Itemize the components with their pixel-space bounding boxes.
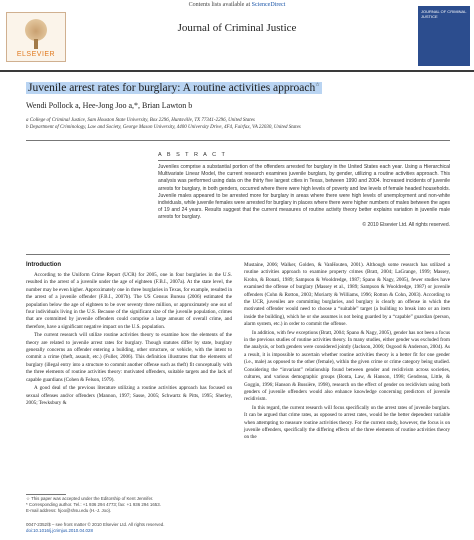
- introduction-heading: Introduction: [26, 262, 61, 268]
- affiliation-b: b Department of Criminology, Law and Society, George Mason University, 4400 University Drive, 4F4, Fairfax, VA 22030, United States: [26, 125, 301, 130]
- paragraph: In this regard, the current research will focus specifically on the arrest rates of juvenile burglars. It can be argued that crime rates, as opposed to arrest rates, would be the better dependent variable when attempting to measure routine activities theory. For the current study, however, the focus is on juvenile offenders, specifically the differing effects of the three elements of routine activities theory on the: [244, 404, 450, 441]
- paragraph: Mustaine, 2006; Walker, Golden, & VanHouten, 2001). Although some research has utilized a routine activities approach to examine property crimes (Bratt, 2004; LaGrange, 1999; Massey, Krohn, & Bonati, 1989; Sampson & Wooldredge, 1987; Spano & Nagy, 2005), fewer studies have examined the offense of burglary (Massey et al., 1989; Sampson & Wooldredge, 1987) or juvenile offenders (Cohn & Rotton, 2003; Moriarty & Williams, 1996; Rotton & Cohn, 2003). According to the UCR, juveniles are committing burglaries, and burglary is clearly an offense in which the motivated offender would need to choose a “suitable” target (a building to break into or an item inside the building), which he or she assumes is not being guarded by a “capable” guardian (person, alarm system, etc.) in order to commit the offense.: [244, 262, 450, 328]
- article-title-text: Juvenile arrest rates for burglary: A routine activities approach: [28, 82, 316, 94]
- footnote-editorship: ☆ This paper was accepted under the Editorship of Kent Jennifer.: [26, 496, 154, 501]
- title-footnote-mark[interactable]: ☆: [315, 83, 320, 89]
- doi-link[interactable]: doi:10.1016/j.jcrimjus.2010.04.028: [26, 528, 93, 533]
- abstract-heading: A B S T R A C T: [158, 152, 227, 158]
- affiliation-a: a College of Criminal Justice, Sam Houston State University, Box 2296, Huntsville, TX 77341-2296, United States: [26, 118, 255, 123]
- affiliations: [26, 117, 456, 131]
- body-divider: [26, 254, 450, 255]
- body-column-right: [244, 262, 450, 443]
- cover-title: JOURNAL OF CRIMINAL JUSTICE: [421, 9, 467, 19]
- paragraph: According to the Uniform Crime Report (UCR) for 2005, one in four burglaries in the U.S. resulted in the arrest of a juvenile under the age of eighteen (F.B.I., 2007a). At the state level, the number may be even higher. Approximately one in three burglaries in Texas, for example, resulted in the arrest of a juvenile offender (F.B.I., 2007b). The US Census Bureau (2006) estimated the population below the age of eighteen to be over seventy three million, or approximately one out of four individuals living in the U.S. Because of the significant size of the juvenile population, crimes that are committed by juvenile offenders could comprise a large amount of overall crime, and therefore, have a significant negative impact on the U.S. population.: [26, 272, 232, 330]
- sciencedirect-link[interactable]: ScienceDirect: [251, 2, 286, 8]
- issn-line: 0047-2352/$ – see front matter © 2010 Elsevier Ltd. All rights reserved.: [26, 522, 165, 527]
- contents-availability-note: [0, 2, 474, 8]
- body-column-left: [26, 272, 232, 408]
- journal-title[interactable]: Journal of Criminal Justice: [177, 22, 297, 34]
- paragraph: In addition, with few exceptions (Bratt, 2004; Spano & Nagy, 2005), gender has not been a focus in the previous studies of routine activities theory. In many studies, either gender was excluded from the analysis, or both genders were considered jointly (Jackson, 2006; Osgood & Anderson, 2004). As a result, it is impossible to ascertain whether routine activities theory is a better fit for one gender (i.e., male) as opposed to the other (female), within the given crime or crime category being studied. Considering the “invariant” relationship found between gender and recidivism across societies, cultures, and various demographic groups (Bonta, Law, & Hanson, 1998; Gendreau, Little, & Goggin, 1996; Hanson & Bussière, 1998), research on the effect of gender on recidivism using both genders of juvenile offenders would also enhance knowledge concerning predictors of juvenile recidivism.: [244, 329, 450, 403]
- paragraph: A good deal of the previous literature utilizing a routine activities approach has focused on sexual offenses and/or offenders (Mannon, 1997; Sasse, 2005; Schwartz & Pitts, 1995; Sherley, 2005; Tewksbury &: [26, 385, 232, 406]
- elsevier-logo: [6, 12, 66, 62]
- footnotes: [26, 496, 232, 514]
- author-list[interactable]: Wendi Pollock a, Hee-Jong Joo a,*, Brian Lawton b: [26, 101, 193, 110]
- article-title: [26, 82, 322, 94]
- abstract-text: [158, 164, 450, 229]
- publication-meta: [26, 522, 232, 534]
- publisher-name: ELSEVIER: [16, 51, 56, 58]
- abstract-copyright: © 2010 Elsevier Ltd. All rights reserved.: [362, 221, 450, 228]
- abstract-divider: [158, 160, 450, 161]
- footnote-divider: [26, 494, 66, 495]
- contents-prefix: Contents lists available at: [188, 2, 252, 8]
- abstract-body: Juveniles comprise a substantial portion of the offenders arrested for burglary in the United States each year. Using a Hierarchical Multivariate Linear Model, the current research examines juvenile burglars, by gender, utilizing a routine activities approach. This analysis was performed using data on the thirty five largest cities in Texas, between 1990 and 2004. Increased incidents of juvenile arrests for burglary, in both genders, occurred where there were high levels of poverty and low levels of female headed households. Juvenile males appeared to be arrested more for burglary in areas where there were high levels of unemployment and non-white individuals, while juvenile females were arrested for burglary in places where there were higher numbers of males between the ages of 19 and 24 years. Results suggest that the current measures of routine activity theory better explains variation in juvenile male arrests for burglary.: [158, 164, 450, 221]
- paragraph: The current research will utilize routine activities theory to examine how the elements of the theory are related to juvenile arrest rates for burglary. Though statutes differ by state, burglary generally concerns an offender entering a building, other structure, or vehicle, with the intent to commit a crime (theft, assault, etc.) (Fuller, 2006). This definition illustrates that the elements of burglary (illegal entry into a structure to commit another offense such as theft) fit conceptually with the three elements of routine activities theory: motivated offenders, suitable targets and the lack of capable guardians (Cohen & Felson, 1979).: [26, 332, 232, 383]
- footnote-corresponding-author: * Corresponding author. Tel.: +1 936 294 4773; fax: +1 936 294 1653.: [26, 502, 161, 507]
- section-divider: [26, 140, 450, 141]
- journal-cover[interactable]: [418, 6, 470, 66]
- footnote-email[interactable]: E-mail address: hjoo@shsu.edu (H.-J. Joo).: [26, 508, 112, 513]
- journal-header: [0, 0, 474, 72]
